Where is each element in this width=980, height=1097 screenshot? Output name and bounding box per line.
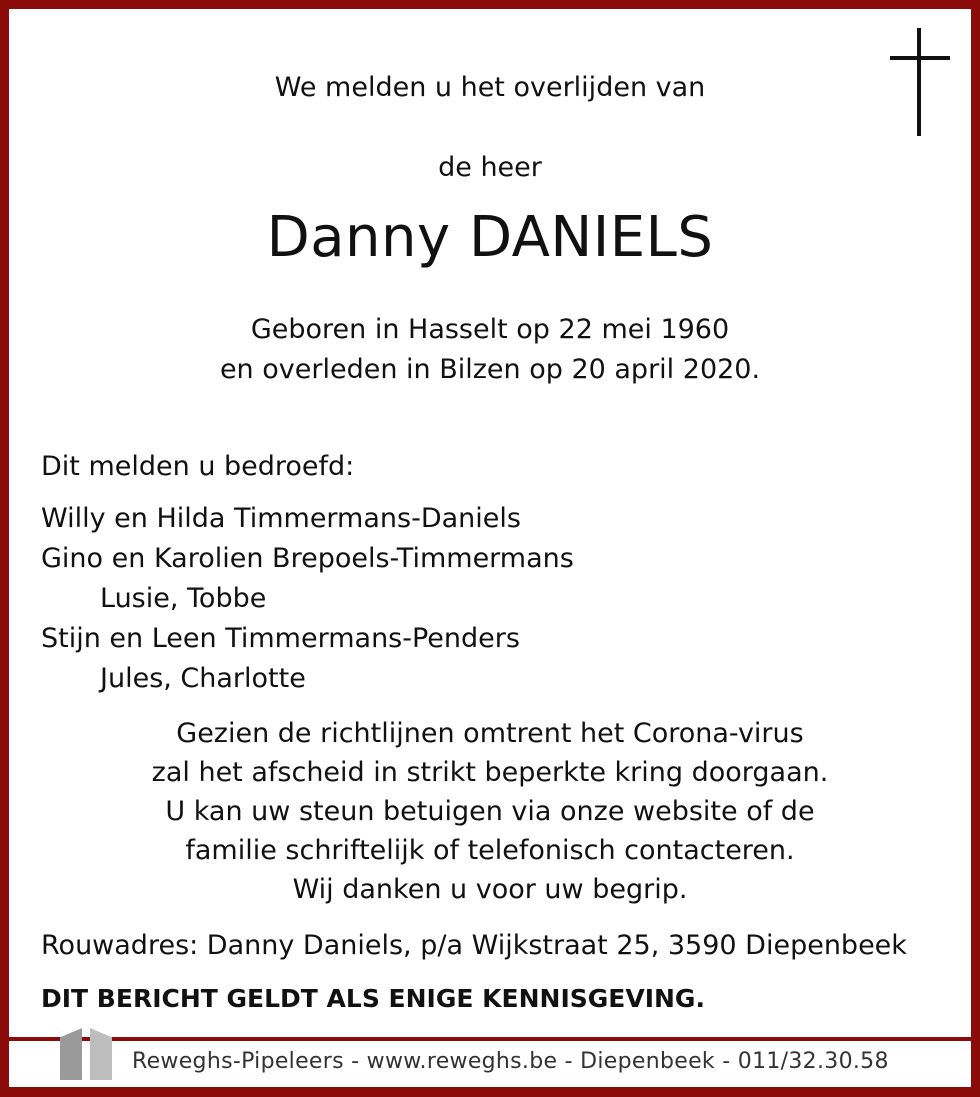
message-line: U kan uw steun betuigen via onze website of de — [165, 796, 815, 827]
mourner-line: Jules, Charlotte — [100, 663, 306, 694]
corona-message — [0, 714, 980, 909]
message-line: familie schriftelijk of telefonisch contacteren. — [185, 835, 795, 866]
intro-text: We melden u het overlijden van — [274, 72, 706, 103]
footer-divider — [0, 1037, 980, 1041]
mourner-line: Willy en Hilda Timmermans-Daniels — [41, 503, 521, 534]
message-line: zal het afscheid in strikt beperkte kring doorgaan. — [151, 757, 829, 788]
died-line: en overleden in Bilzen op 20 april 2020. — [219, 354, 761, 385]
funeral-home-info: Reweghs-Pipeleers - www.reweghs.be - Diepenbeek - 011/32.30.58 — [132, 1049, 889, 1074]
mourner-line: Gino en Karolien Brepoels-Timmermans — [41, 543, 574, 574]
message-line: Gezien de richtlijnen omtrent het Corona-virus — [176, 718, 804, 749]
born-line: Geboren in Hasselt op 22 mei 1960 — [250, 314, 730, 345]
disclaimer: DIT BERICHT GELDT ALS ENIGE KENNISGEVING. — [41, 984, 705, 1013]
mourner-line: Stijn en Leen Timmermans-Penders — [41, 623, 520, 654]
mourner-line: Lusie, Tobbe — [100, 583, 267, 614]
title-prefix: de heer — [438, 152, 542, 183]
message-line: Wij danken u voor uw begrip. — [292, 874, 688, 905]
deceased-name: Danny DANIELS — [266, 205, 714, 270]
mourning-address: Rouwadres: Danny Daniels, p/a Wijkstraat 25, 3590 Diepenbeek — [41, 930, 907, 961]
mourners-intro: Dit melden u bedroefd: — [41, 451, 355, 482]
life-dates — [0, 310, 980, 390]
funeral-home-logo-icon — [60, 1028, 114, 1080]
